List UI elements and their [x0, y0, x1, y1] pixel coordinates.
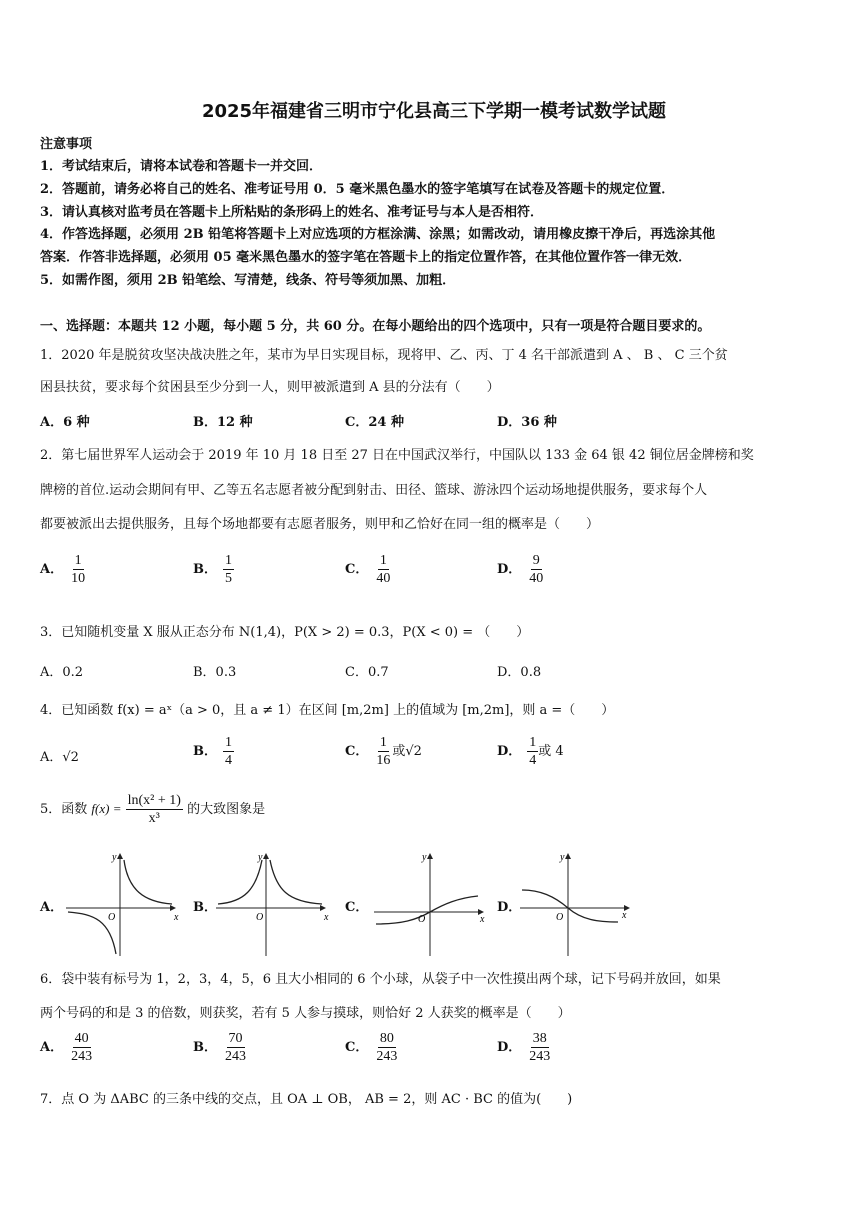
- notice-heading: 注意事项: [40, 137, 93, 152]
- axis-label: x: [622, 910, 627, 921]
- q1-option-b: B．12 种: [193, 415, 253, 430]
- notice-item: 5．如需作图，须用 2B 铅笔绘、写清楚，线条、符号等须加黑、加粗．: [40, 273, 456, 288]
- notice-item: 答案．作答非选择题，必须用 05 毫米黑色墨水的签字笔在答题卡上的指定位置作答，在其他位置作答一律无效．: [40, 250, 692, 265]
- q5-option-c: C．: [345, 900, 369, 915]
- origin-label: O: [256, 912, 264, 923]
- graph-a: [64, 850, 184, 958]
- axis-label: y: [422, 852, 427, 863]
- axis-label: y: [112, 852, 117, 863]
- q1-option-d: D．36 种: [497, 415, 557, 430]
- q4-option-b: B． $\frac{1}{4}$: [193, 735, 232, 768]
- axis-label: x: [324, 912, 329, 923]
- question-6-line: 两个号码的和是 3 的倍数，则获奖，若有 5 人参与摸球，则恰好 2 人获奖的概率是（ ）: [40, 1006, 571, 1021]
- graph-c: [372, 850, 492, 958]
- q3-option-a: A．0.2: [40, 665, 84, 680]
- origin-label: O: [418, 914, 426, 925]
- origin-label: O: [108, 912, 116, 923]
- notice-item: 3．请认真核对监考员在答题卡上所粘贴的条形码上的姓名、准考证号与本人是否相符．: [40, 205, 544, 220]
- q2-option-c: C． $\frac{1}{40}$: [345, 553, 391, 586]
- graph-d: [518, 850, 638, 958]
- question-6-line: 6．袋中装有标号为 1，2，3，4，5，6 且大小相同的 6 个小球，从袋子中一次性摸出两个球，记下号码并放回，如果: [40, 972, 721, 987]
- q5-option-d: D．: [497, 900, 522, 915]
- q6-option-a: A． $\frac{40}{243}$: [40, 1031, 93, 1064]
- q3-option-b: B．0.3: [193, 665, 237, 680]
- q6-option-b: B． $\frac{70}{243}$: [193, 1031, 246, 1064]
- exam-title: 2025年福建省三明市宁化县高三下学期一模考试数学试题: [201, 101, 667, 122]
- notice-item: 4．作答选择题，必须用 2B 铅笔将答题卡上对应选项的方框涂满、涂黑；如需改动，请用橡皮擦干净后，再选涂其他: [40, 227, 716, 242]
- axis-label: y: [258, 852, 263, 863]
- graph-b: [214, 850, 334, 958]
- q5-option-b: B．: [193, 900, 217, 915]
- q1-option-c: C．24 种: [345, 415, 404, 430]
- q2-option-d: D． $\frac{9}{40}$: [497, 553, 544, 586]
- question-2-line: 2．第七届世界军人运动会于 2019 年 10 月 18 日至 27 日在中国武汉举行，中国队以 133 金 64 银 42 铜位居金牌榜和奖: [40, 448, 754, 463]
- q6-option-c: C． $\frac{80}{243}$: [345, 1031, 398, 1064]
- q5-option-a: A．: [40, 900, 64, 915]
- q4-option-c: C． $\frac{1}{16}$ 或√2: [345, 735, 422, 768]
- question-5: 5．函数 f(x) = $\frac{\text{ln(x² + 1)}}{\text{x³}}$ 的大致图象是: [40, 793, 266, 826]
- origin-label: O: [556, 912, 564, 923]
- q4-option-a: A．√2: [40, 750, 79, 765]
- q1-option-a: A．6 种: [40, 415, 90, 430]
- section-heading: 一、选择题：本题共 12 小题，每小题 5 分，共 60 分。在每小题给出的四个选项中，只有一项是符合题目要求的。: [40, 319, 711, 334]
- question-1-line: 1．2020 年是脱贫攻坚决战决胜之年，某市为早日实现目标，现将甲、乙、丙、丁 4 名干部派遣到 A 、 B 、 C 三个贫: [40, 348, 728, 363]
- q3-option-d: D．0.8: [497, 665, 542, 680]
- notice-item: 2．答题前，请务必将自己的姓名、准考证号用 0．5 毫米黑色墨水的签字笔填写在试卷及答题卡的规定位置．: [40, 182, 675, 197]
- axis-label: x: [480, 914, 485, 925]
- question-1-line: 困县扶贫，要求每个贫困县至少分到一人，则甲被派遣到 A 县的分法有（ ）: [40, 380, 500, 395]
- q2-option-a: A． $\frac{1}{10}$: [40, 553, 86, 586]
- q3-option-c: C．0.7: [345, 665, 389, 680]
- question-3: 3．已知随机变量 X 服从正态分布 N(1,4)，P(X > 2) = 0.3，P(X < 0) = （ ）: [40, 625, 530, 640]
- q4-option-d: D． $\frac{1}{4}$ 或 4: [497, 735, 564, 768]
- axis-label: y: [560, 852, 565, 863]
- question-4: 4．已知函数 f(x) = aˣ（a > 0，且 a ≠ 1）在区间 [m,2m] 上的值域为 [m,2m]，则 a =（ ）: [40, 703, 615, 718]
- question-2-line: 都要被派出去提供服务，且每个场地都要有志愿者服务，则甲和乙恰好在同一组的概率是（ ）: [40, 517, 600, 532]
- question-2-line: 牌榜的首位.运动会期间有甲、乙等五名志愿者被分配到射击、田径、篮球、游泳四个运动场地提供服务，要求每个人: [40, 483, 708, 498]
- notice-item: 1．考试结束后，请将本试卷和答题卡一并交回．: [40, 159, 323, 174]
- axis-label: x: [174, 912, 179, 923]
- question-7: 7．点 O 为 ΔABC 的三条中线的交点，且 OA ⊥ OB， AB = 2，则 AC · BC 的值为( ): [40, 1092, 573, 1107]
- q2-option-b: B． $\frac{1}{5}$: [193, 553, 232, 586]
- q6-option-d: D． $\frac{38}{243}$: [497, 1031, 551, 1064]
